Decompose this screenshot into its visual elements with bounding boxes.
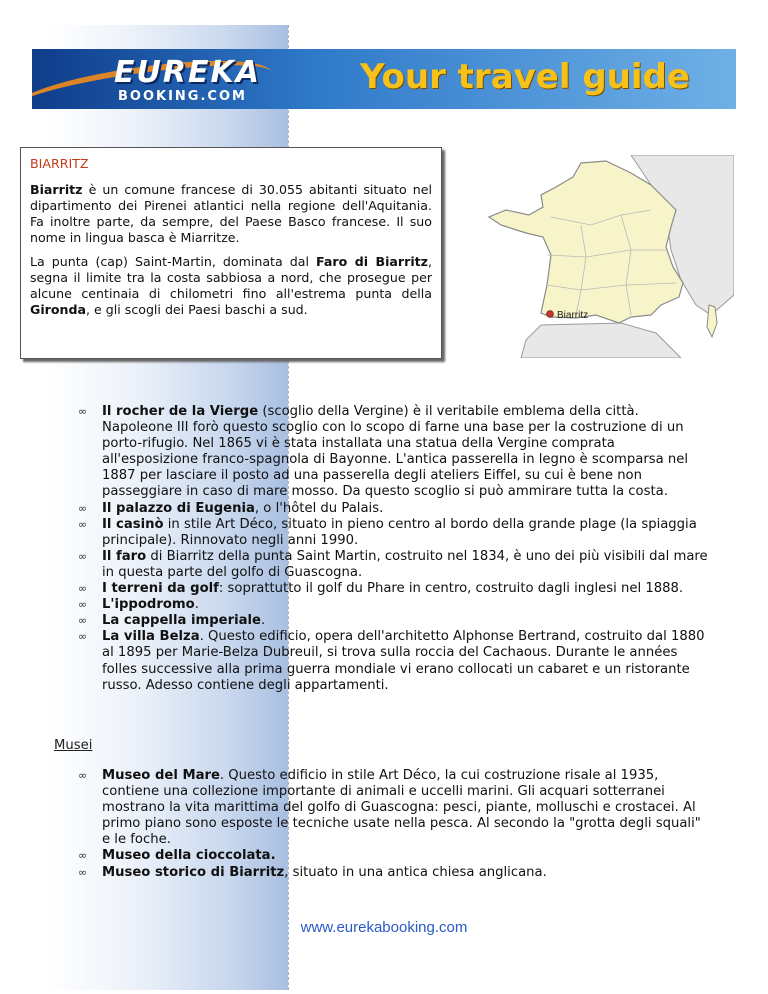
sight-item [78,597,710,613]
intro-bold: Gironda [30,302,86,317]
sight-item-title: Il faro [102,548,147,564]
bullet-icon: ∞ [78,849,88,863]
bullet-icon: ∞ [78,769,88,782]
france-map [481,155,734,358]
sight-item-text: . [194,597,199,613]
sight-item-text: . Questo edificio, opera dell'architetto Alphonse Bertrand, costruito dal 1880 al 1895 per Marie-Belza Dubreuil, si trova sulla roccia del Cachaous. Durante le années folles successive alla prima guerra mondiale vi erano collocati un cabaret e un ristorante russo. Adesso contiene degli appartamenti. [102,629,705,693]
sight-item-title: La villa Belza [102,629,200,645]
bullet-icon: ∞ [78,501,88,515]
intro-box [20,147,442,359]
sight-item [78,501,710,517]
bullet-icon: ∞ [78,614,88,628]
sight-item-title: La cappella imperiale [102,613,261,629]
sight-item-title: L'ippodromo [102,597,195,613]
brand-logo: EUREKA [114,55,261,90]
bullet-icon: ∞ [78,582,88,596]
city-heading: BIARRITZ [30,156,89,171]
bullet-icon: ∞ [78,549,88,563]
museum-item-text: . Questo edificio in stile Art Déco, la cui costruzione risale al 1935, contiene una collezione importante di animali e uccelli marini. Gli acquari sotterranei mostrano la vita marittima del golfo di Guascogna: pesci, piante, molluschi e crostacei. Al primo piano sono esposte le tecniche usate nella pesca. Al secondo la "grotta degli squali" e le foche. [102,768,701,848]
bullet-icon: ∞ [78,865,88,879]
sight-item-text: in stile Art Déco, situato in pieno centro al bordo della grande plage (la spiaggia principale). Rinnovato negli anni 1990. [102,516,697,548]
sight-item [78,404,710,501]
sight-item-title: I terreni da golf [102,581,219,597]
sights-list [78,404,710,694]
map-label: Biarritz [557,310,589,321]
intro-text: , e gli scogli dei Paesi baschi a sud. [86,302,308,317]
footer-url-link[interactable]: www.eurekabooking.com [300,919,468,936]
brand-subtitle: BOOKING.COM [118,89,247,104]
sight-item-title: Il palazzo di Eugenia [102,500,255,516]
museum-item [78,768,710,848]
bullet-icon: ∞ [78,630,88,644]
museum-item [78,865,710,881]
sight-item-text: : soprattutto il golf du Phare in centro, costruito dagli inglesi nel 1888. [218,581,684,597]
header-banner [32,49,736,109]
sight-item-title: Il rocher de la Vierge [102,404,259,419]
sight-item [78,613,710,629]
museum-item-title: Museo del Mare [102,768,220,783]
bullet-icon: ∞ [78,598,88,612]
intro-text: è un comune francese di 30.055 abitanti situato nel dipartimento dei Pirenei atlantici nella regione dell'Aquitania. Fa inoltre parte, da sempre, del Paese Basco francese. Il suo nome in lingua basca è Miarritze. [30,182,432,245]
museums-list [78,768,710,881]
museum-item-text: , situato in una antica chiesa anglicana. [284,864,547,880]
sight-item [78,549,710,581]
sight-item [78,517,710,549]
bullet-icon: ∞ [78,517,88,531]
sight-item-text: di Biarritz della punta Saint Martin, costruito nel 1834, è uno dei più visibili dal mare in questa parte del golfo di Guascogna. [102,548,708,580]
intro-paragraph-2 [30,254,432,318]
tagline: Your travel guide [360,57,690,97]
intro-paragraph-1 [30,182,432,246]
intro-bold: Faro di Biarritz [316,254,428,269]
sight-item-text: (scoglio della Vergine) è il veritabile emblema della città. Napoleone III forò questo scoglio con lo scopo di farne una base per la costruzione di un porto-rifugio. Nel 1865 vi è stata installata una statua della Vergine comprata all'esposizione franco-spagnola di Bayonne. L'antica passerella in legno è scomparsa nel 1887 per lasciare il posto ad una passerella degli ateliers Eiffel, su cui è bene non passeggiare in caso di mare mosso. Da questo scoglio si può ammirare tutta la costa. [102,404,689,500]
sight-item-title: Il casinò [102,516,164,532]
museum-item-title: Museo storico di Biarritz [102,864,285,880]
biarritz-marker-icon [547,311,554,318]
sight-item-text: . [261,613,266,629]
bullet-icon: ∞ [78,405,88,418]
intro-text: La punta (cap) Saint-Martin, dominata dal [30,254,317,269]
intro-bold: Biarritz [30,182,83,197]
museum-item [78,848,710,864]
sight-item [78,629,710,693]
intro-text: , segna il limite tra la costa sabbiosa a nord, che prosegue per alcune centinaia di chilometri fino all'estrema punta della [30,254,432,301]
sight-item [78,581,710,597]
museums-heading: Musei [54,738,93,753]
museum-item-title: Museo della cioccolata. [102,848,276,864]
sight-item-text: , o l'hôtel du Palais. [254,500,384,516]
